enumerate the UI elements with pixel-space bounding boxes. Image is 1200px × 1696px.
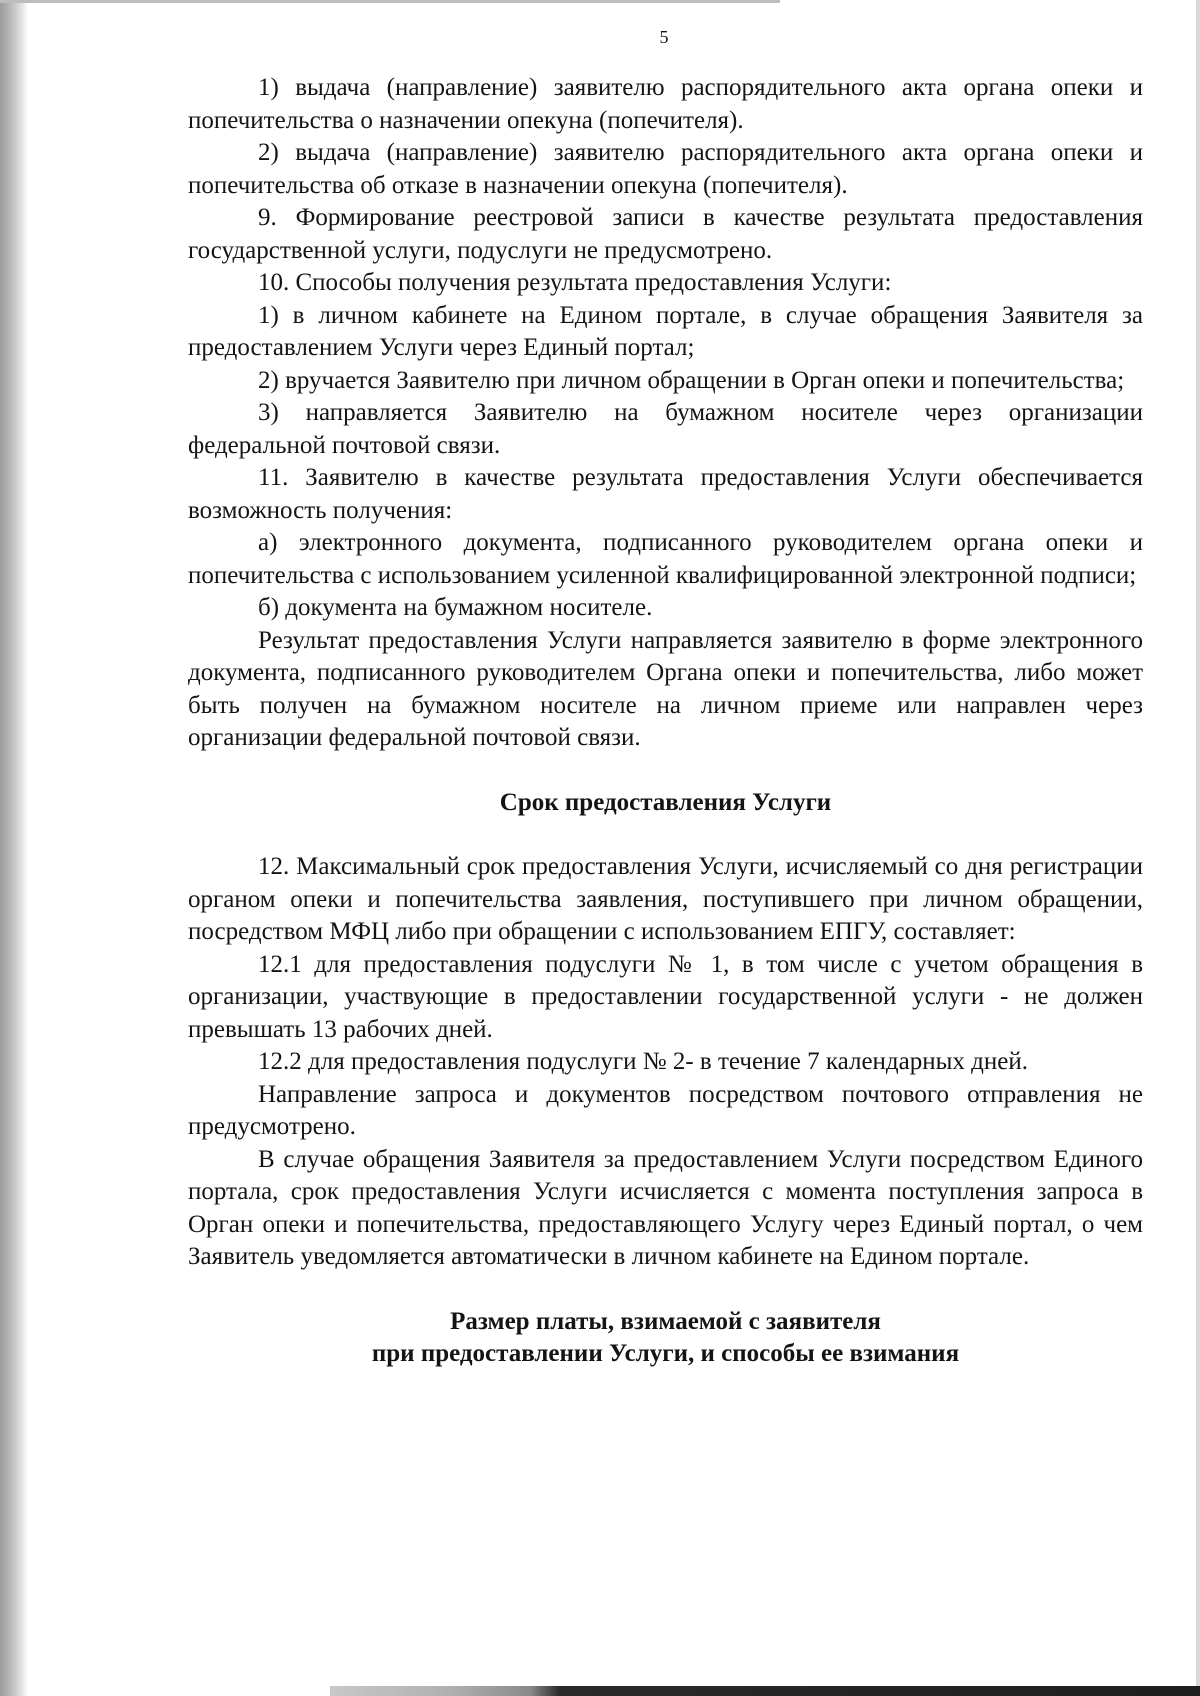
paragraph-portal-term: В случае обращения Заявителя за предоставлением Услуги посредством Единого портала, срок предоставления Услуги исчисляется с момента поступления запроса в Орган опеки и попечительства, предоставляющего Услугу через Единый портал, о чем Заявитель уведомляется автоматически в личном кабинете на Едином портале. [188, 1145, 1143, 1270]
section-heading-fee-line-1: Размер платы, взимаемой с заявителя [450, 1307, 881, 1335]
paragraph-10-2-in-person: 2) вручается Заявителю при личном обращении в Орган опеки и попечительства; [258, 366, 1125, 394]
paragraph-12-2-subservice-2: 12.2 для предоставления подуслуги № 2- в течение 7 календарных дней. [258, 1048, 1028, 1075]
paragraph-11-a-electronic: а) электронного документа, подписанного руководителем органа опеки и попечительства с использованием усиленной квалифицированной электронной подписи; [188, 529, 1143, 589]
page-number: 5 [659, 27, 669, 47]
scan-edge-bottom [330, 1686, 1200, 1696]
section-heading-fee-line-2: при предоставлении Услуги, и способы ее взимания [371, 1340, 960, 1367]
paragraph-9-registry-record: 9. Формирование реестровой записи в качестве результата предоставления государственной услуги, подуслуги не предусмотрено. [188, 204, 1143, 264]
paragraph-11-b-paper: б) документа на бумажном носителе. [258, 594, 653, 621]
scan-edge-right [1196, 0, 1200, 1696]
paragraph-1-issue-appointment: 1) выдача (направление) заявителю распорядительного акта органа опеки и попечительства о назначении опекуна (попечителя). [188, 74, 1143, 134]
paragraph-12-1-subservice-1: 12.1 для предоставления подуслуги № 1, в том числе с учетом обращения в организации, участвующие в предоставлении государственной услуги - не должен превышать 13 рабочих дней. [188, 950, 1143, 1043]
paragraph-11-result-options: 11. Заявителю в качестве результата предоставления Услуги обеспечивается возможность получения: [188, 464, 1143, 524]
scan-edge-top [0, 0, 780, 3]
section-heading-term: Срок предоставления Услуги [499, 788, 832, 816]
paragraph-10-1-portal: 1) в личном кабинете на Едином портале, в случае обращения Заявителя за предоставлением Услуги через Единый портал; [188, 301, 1143, 361]
paragraph-2-issue-refusal: 2) выдача (направление) заявителю распорядительного акта органа опеки и попечительства об отказе в назначении опекуна (попечителя). [188, 139, 1143, 199]
paragraph-10-methods: 10. Способы получения результата предоставления Услуги: [258, 269, 892, 296]
document-body [188, 72, 1143, 1371]
paragraph-10-3-post: 3) направляется Заявителю на бумажном носителе через организации федеральной почтовой связи. [188, 399, 1143, 459]
paragraph-postal-not-provided: Направление запроса и документов посредством почтового отправления не предусмотрено. [188, 1080, 1143, 1140]
paragraph-result-delivery: Результат предоставления Услуги направляется заявителю в форме электронного документа, подписанного руководителем Органа опеки и попечительства, либо может быть получен на бумажном носителе на личном приеме или направлен через организации федеральной почтовой связи. [188, 626, 1143, 751]
scan-edge-left [0, 0, 28, 1696]
paragraph-12-max-term: 12. Максимальный срок предоставления Услуги, исчисляемый со дня регистрации органом опеки и попечительства заявления, поступившего при личном обращении, посредством МФЦ либо при обращении с использованием ЕПГУ, составляет: [188, 853, 1143, 945]
